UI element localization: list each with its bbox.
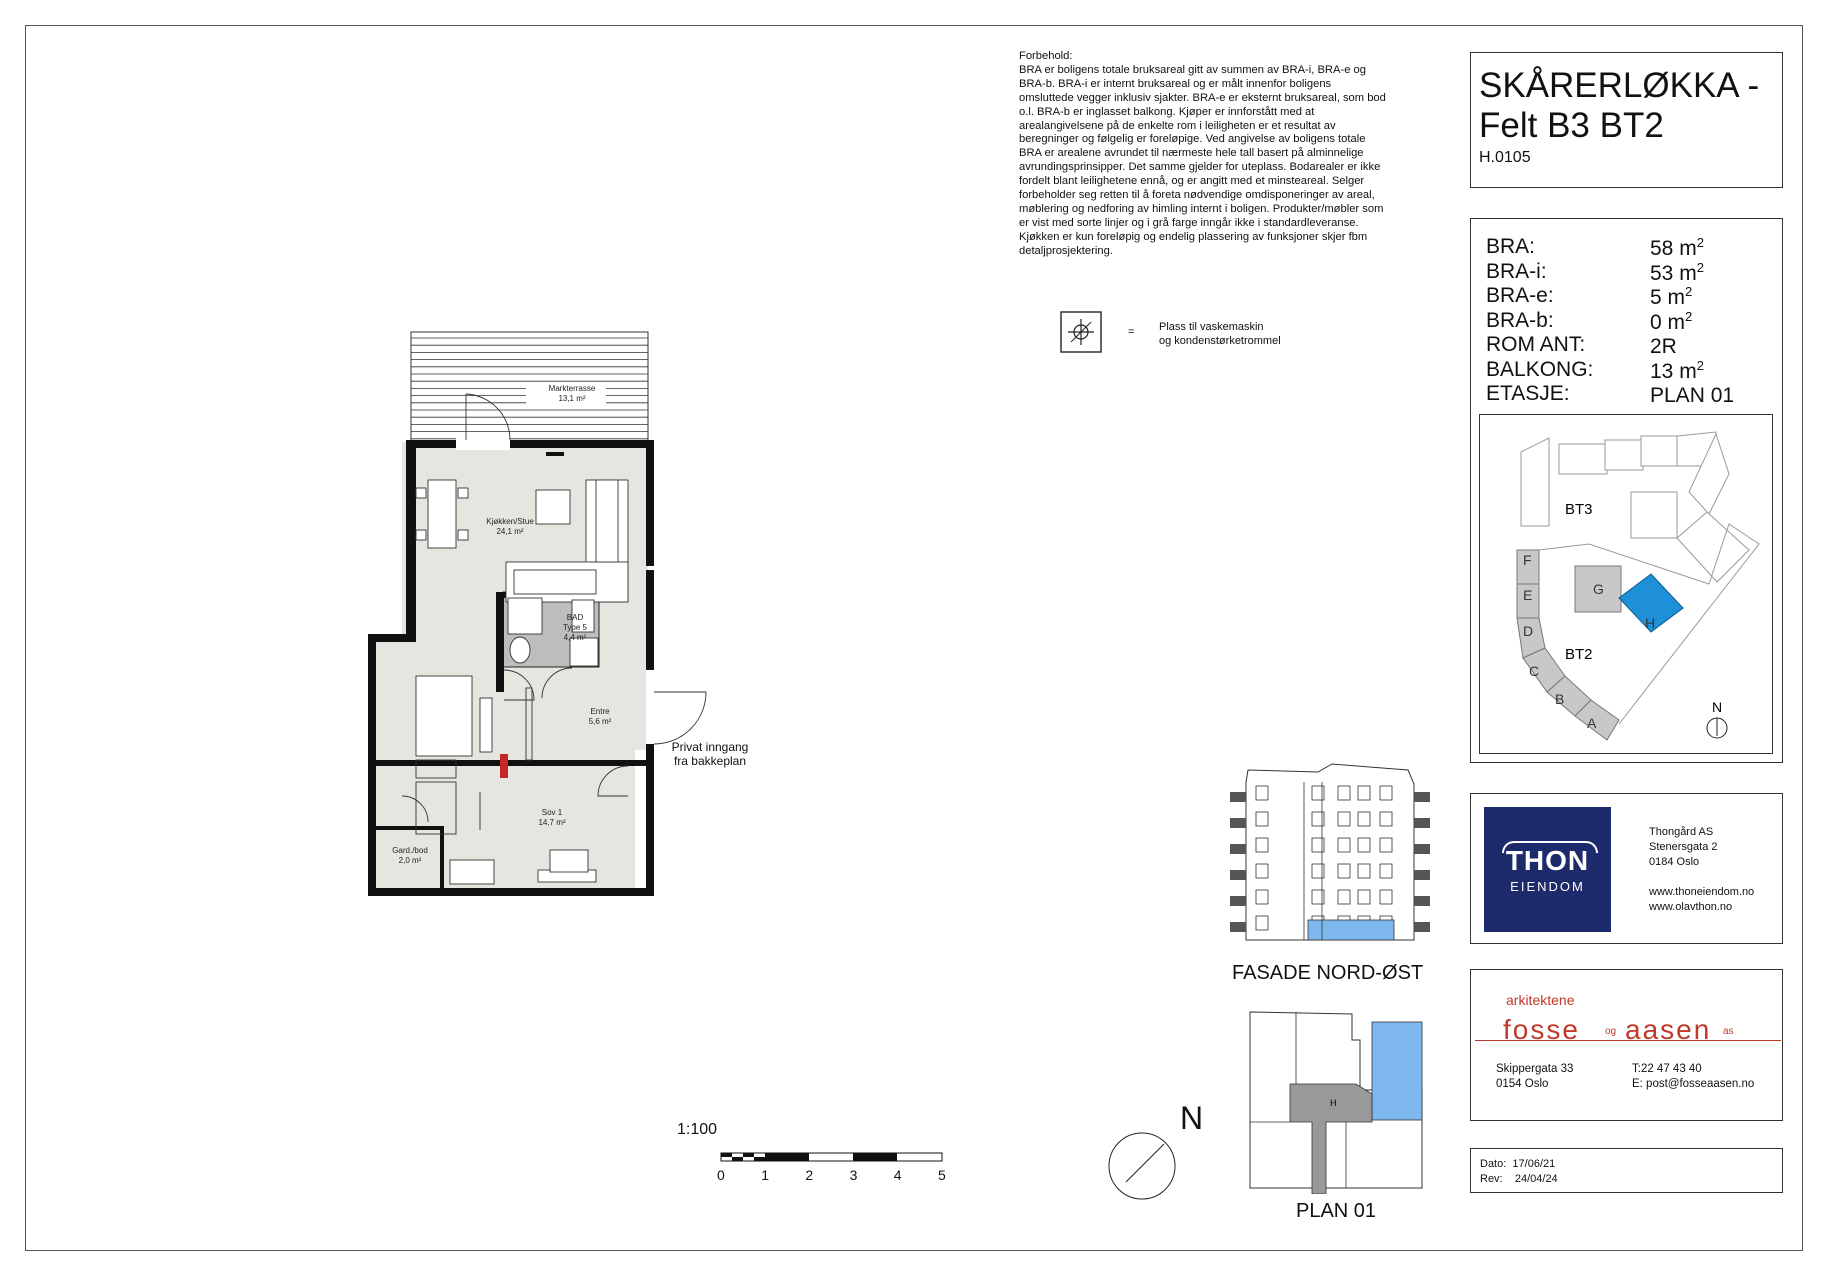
unit-data-value-text: 58 m: [1650, 237, 1697, 260]
facade-balcony: [1230, 818, 1246, 828]
unit-data-key: BRA-i:: [1486, 259, 1547, 283]
key-plan: [1246, 1010, 1424, 1194]
unit-data-key: ETASJE:: [1486, 382, 1570, 405]
unit-data-superscript: 2: [1696, 235, 1704, 250]
facade-window: [1338, 786, 1350, 800]
dato-value: 17/06/21: [1512, 1158, 1556, 1170]
room-name: Sov 1: [541, 808, 563, 817]
company-postal: 0184 Oslo: [1649, 856, 1700, 868]
unit-data-key: BALKONG:: [1486, 357, 1594, 381]
scale-tick-label: 4: [893, 1167, 902, 1183]
unit-data-value-text: 2R: [1650, 335, 1677, 358]
room-label-gard-bod: [380, 846, 440, 866]
project-title: [1479, 66, 1759, 146]
room-area: 24,1 m²: [496, 527, 524, 536]
unit-data-superscript: 2: [1685, 284, 1693, 299]
room-label-entre: [570, 707, 630, 727]
facade-balcony: [1230, 896, 1246, 906]
scale-bar: [720, 1150, 956, 1166]
disclaimer-line: BRA-b. BRA-i er internt bruksareal og er målt innenfor boligens: [1019, 77, 1332, 90]
architect-email: E: post@fosseaasen.no: [1632, 1078, 1755, 1090]
unit-data-row: [1486, 358, 1746, 382]
facade-window: [1380, 890, 1392, 904]
unit-data-superscript: 2: [1696, 259, 1704, 275]
unit-data-value-text: 53 m: [1650, 261, 1697, 285]
facade-window: [1256, 890, 1268, 904]
logo-line-2: EIENDOM: [1510, 879, 1585, 894]
unit-data-row: [1486, 333, 1746, 357]
unit-data-value: [1650, 309, 1692, 335]
disclaimer-line: beregninger og følgelig er foreløpige. Ved angivelse av boligens totale: [1019, 133, 1366, 146]
scale-tick-label: 3: [849, 1167, 858, 1183]
facade-balcony: [1414, 792, 1430, 802]
legend-line-1: Plass til vaskemaskin: [1159, 321, 1264, 333]
logo-line-1: THON: [1505, 845, 1590, 876]
facade-balcony: [1414, 818, 1430, 828]
unit-data-value-text: 0 m: [1650, 310, 1686, 334]
unit-data-row: [1486, 284, 1746, 308]
room-name: Gard./bod: [392, 846, 428, 855]
unit-data-value: [1650, 333, 1677, 359]
facade-balcony: [1230, 922, 1246, 932]
room-name: Entre: [590, 707, 610, 716]
architect-address: [1496, 1062, 1573, 1092]
facade-window: [1358, 864, 1370, 878]
architect-street: Skippergata 33: [1496, 1063, 1574, 1075]
facade-window: [1358, 890, 1370, 904]
unit-data-value: [1650, 382, 1734, 408]
facade-highlight: [1308, 920, 1394, 940]
scale-tick-label: 5: [938, 1167, 946, 1183]
unit-data-superscript: 2: [1696, 357, 1704, 373]
rev-value: 24/04/24: [1514, 1173, 1558, 1185]
scale-tick-label: 1: [761, 1167, 769, 1183]
disclaimer-line: omsluttede vegger inklusiv sjakter. BRA-e er eksternt bruksareal, som bod: [1019, 91, 1386, 104]
facade-window: [1358, 812, 1370, 826]
unit-data-row: [1486, 382, 1746, 406]
company-street: Stenersgata 2: [1649, 841, 1718, 853]
site-map-north-label: N: [1712, 699, 1723, 715]
disclaimer-line: o.l. BRA-b er inglasset balkong. Kjøper er innforstått med at: [1019, 105, 1315, 118]
unit-data-superscript: 2: [1685, 308, 1693, 324]
unit-data-value: [1650, 284, 1692, 310]
unit-data-key: BRA-b:: [1486, 308, 1554, 332]
north-label: N: [1180, 1100, 1204, 1136]
label-h: H: [1645, 615, 1656, 631]
room-sub: Type 5: [562, 623, 587, 632]
room-name: Kjøkken/Stue: [486, 517, 534, 526]
facade-window: [1380, 864, 1392, 878]
disclaimer-line: arealangivelsene på de enkelte rom i leiligheten er et resultat av: [1019, 119, 1336, 132]
disclaimer-line: Kjøkken er kun foreløpig og endelig plassering av funksjoner skjer fbm: [1019, 230, 1368, 243]
rev-label: Rev:: [1480, 1173, 1503, 1185]
unit-data-value-text: 13 m: [1650, 359, 1697, 383]
logo-name-b: aasen: [1625, 1014, 1712, 1045]
facade-window: [1380, 838, 1392, 852]
facade-window: [1338, 812, 1350, 826]
label-c: C: [1529, 663, 1540, 679]
facade-balcony: [1414, 870, 1430, 880]
unit-data-value-text: 5 m: [1650, 286, 1686, 309]
scale-tick-label: 0: [717, 1167, 725, 1183]
label-b: B: [1555, 691, 1565, 707]
room-label-markterrasse: [532, 384, 612, 404]
disclaimer-line: BRA er boligens totale bruksareal gitt av summen av BRA-i, BRA-e og: [1019, 63, 1366, 76]
disclaimer: [1019, 50, 1419, 259]
unit-data-value: [1650, 260, 1704, 286]
facade-balcony: [1414, 922, 1430, 932]
legend-description: [1159, 320, 1281, 348]
plan-caption: PLAN 01: [1296, 1200, 1377, 1222]
room-name: BAD: [566, 613, 584, 622]
label-bt2: BT2: [1565, 646, 1593, 663]
unit-data-key: BRA-e:: [1486, 284, 1554, 307]
room-area: 14,7 m²: [538, 818, 566, 827]
room-label-kjokken-stue: [470, 517, 550, 537]
title-line-2: Felt B3 BT2: [1479, 106, 1664, 145]
label-f: F: [1523, 552, 1532, 568]
facade-window: [1380, 812, 1392, 826]
facade-window: [1338, 838, 1350, 852]
label-e: E: [1523, 587, 1533, 603]
logo-og: og: [1605, 1026, 1617, 1037]
key-plan-core-label: H: [1330, 1098, 1337, 1108]
dates: [1480, 1157, 1558, 1187]
title-line-1: SKÅRERLØKKA -: [1479, 66, 1760, 105]
facade-window: [1338, 864, 1350, 878]
facade-window: [1256, 838, 1268, 852]
legend-line-2: og kondenstørketrommel: [1159, 335, 1281, 347]
facade-drawing: [1228, 762, 1448, 944]
unit-data-row: [1486, 260, 1746, 284]
label-bt3: BT3: [1565, 501, 1593, 518]
disclaimer-line: forbeholder seg retten til å foreta nødvendige omdisponeringer av areal,: [1019, 189, 1375, 202]
architect-logo: [1475, 1014, 1781, 1044]
facade-window: [1338, 890, 1350, 904]
disclaimer-line: fordelt blant leilighetene ennå, og er angitt med et minsteareal. Selger: [1019, 175, 1365, 188]
label-g: G: [1593, 581, 1604, 597]
unit-data-value-text: PLAN 01: [1650, 384, 1735, 407]
label-a: A: [1587, 715, 1597, 731]
disclaimer-line: BRA er arealene avrundet til nærmeste hele tall basert på alminnelige: [1019, 147, 1364, 160]
company-name: Thongård AS: [1649, 826, 1714, 838]
facade-window: [1256, 916, 1268, 930]
company-web-1: www.thoneiendom.no: [1649, 886, 1755, 898]
room-area: 4,4 m²: [563, 633, 587, 642]
north-arrow-icon: [1106, 1130, 1180, 1204]
disclaimer-line: avrundingsprinsipper. Det samme gjelder for uteplass. Bodarealer er ikke: [1019, 161, 1381, 174]
unit-data-value: [1650, 235, 1704, 261]
unit-data-value: [1650, 358, 1704, 384]
facade-window: [1358, 838, 1370, 852]
architect-logo-top: arkitektene: [1506, 992, 1575, 1008]
logo-as: as: [1723, 1026, 1734, 1037]
disclaimer-heading: Forbehold:: [1019, 50, 1073, 62]
facade-balcony: [1230, 792, 1246, 802]
company-details: [1649, 825, 1754, 915]
room-name: Markterrasse: [548, 384, 596, 393]
facade-balcony: [1414, 896, 1430, 906]
unit-data-row: [1486, 235, 1746, 259]
disclaimer-line: møblering og nedforing av himling internt i boligen. Produkter/møbler som: [1019, 202, 1384, 215]
legend-equals: =: [1128, 326, 1135, 338]
scale-label: 1:100: [677, 1121, 718, 1138]
facade-window: [1256, 786, 1268, 800]
logo-name-a: fosse: [1503, 1014, 1580, 1045]
disclaimer-line: er vist med sorte linjer og i grå farge inngår ikke i standardleveranse.: [1019, 216, 1359, 229]
room-area: 13,1 m²: [558, 394, 586, 403]
facade-window: [1380, 786, 1392, 800]
disclaimer-body: [1019, 64, 1419, 259]
facade-balcony: [1230, 870, 1246, 880]
unit-data-row: [1486, 309, 1746, 333]
disclaimer-line: detaljprosjektering.: [1019, 244, 1113, 257]
dato-label: Dato:: [1480, 1158, 1507, 1170]
thon-logo: [1484, 807, 1611, 932]
label-d: D: [1523, 623, 1534, 639]
key-plan-highlight: [1372, 1022, 1422, 1120]
facade-caption: FASADE NORD-ØST: [1232, 962, 1424, 984]
washer-dryer-icon: [1060, 311, 1102, 355]
entrance-line-1: Privat inngang: [671, 740, 749, 754]
entrance-line-2: fra bakkeplan: [673, 754, 747, 768]
facade-balcony: [1414, 844, 1430, 854]
unit-code: H.0105: [1479, 149, 1531, 166]
room-area: 2,0 m²: [398, 856, 422, 865]
facade-window: [1358, 786, 1370, 800]
architect-postal: 0154 Oslo: [1496, 1078, 1549, 1090]
room-area: 5,6 m²: [588, 717, 612, 726]
scale-tick-label: 2: [805, 1167, 814, 1183]
unit-data-key: BRA:: [1486, 235, 1536, 258]
architect-contact: [1632, 1062, 1754, 1092]
facade-balcony: [1230, 844, 1246, 854]
site-map: [1479, 414, 1773, 754]
company-web-2: www.olavthon.no: [1649, 901, 1733, 913]
facade-window: [1256, 864, 1268, 878]
architect-phone: T:22 47 43 40: [1632, 1063, 1702, 1075]
unit-data-key: ROM ANT:: [1486, 333, 1586, 356]
entrance-annotation: [660, 740, 760, 768]
facade-window: [1256, 812, 1268, 826]
room-label-sov-1: [522, 808, 582, 828]
room-label-bad: [545, 613, 605, 643]
